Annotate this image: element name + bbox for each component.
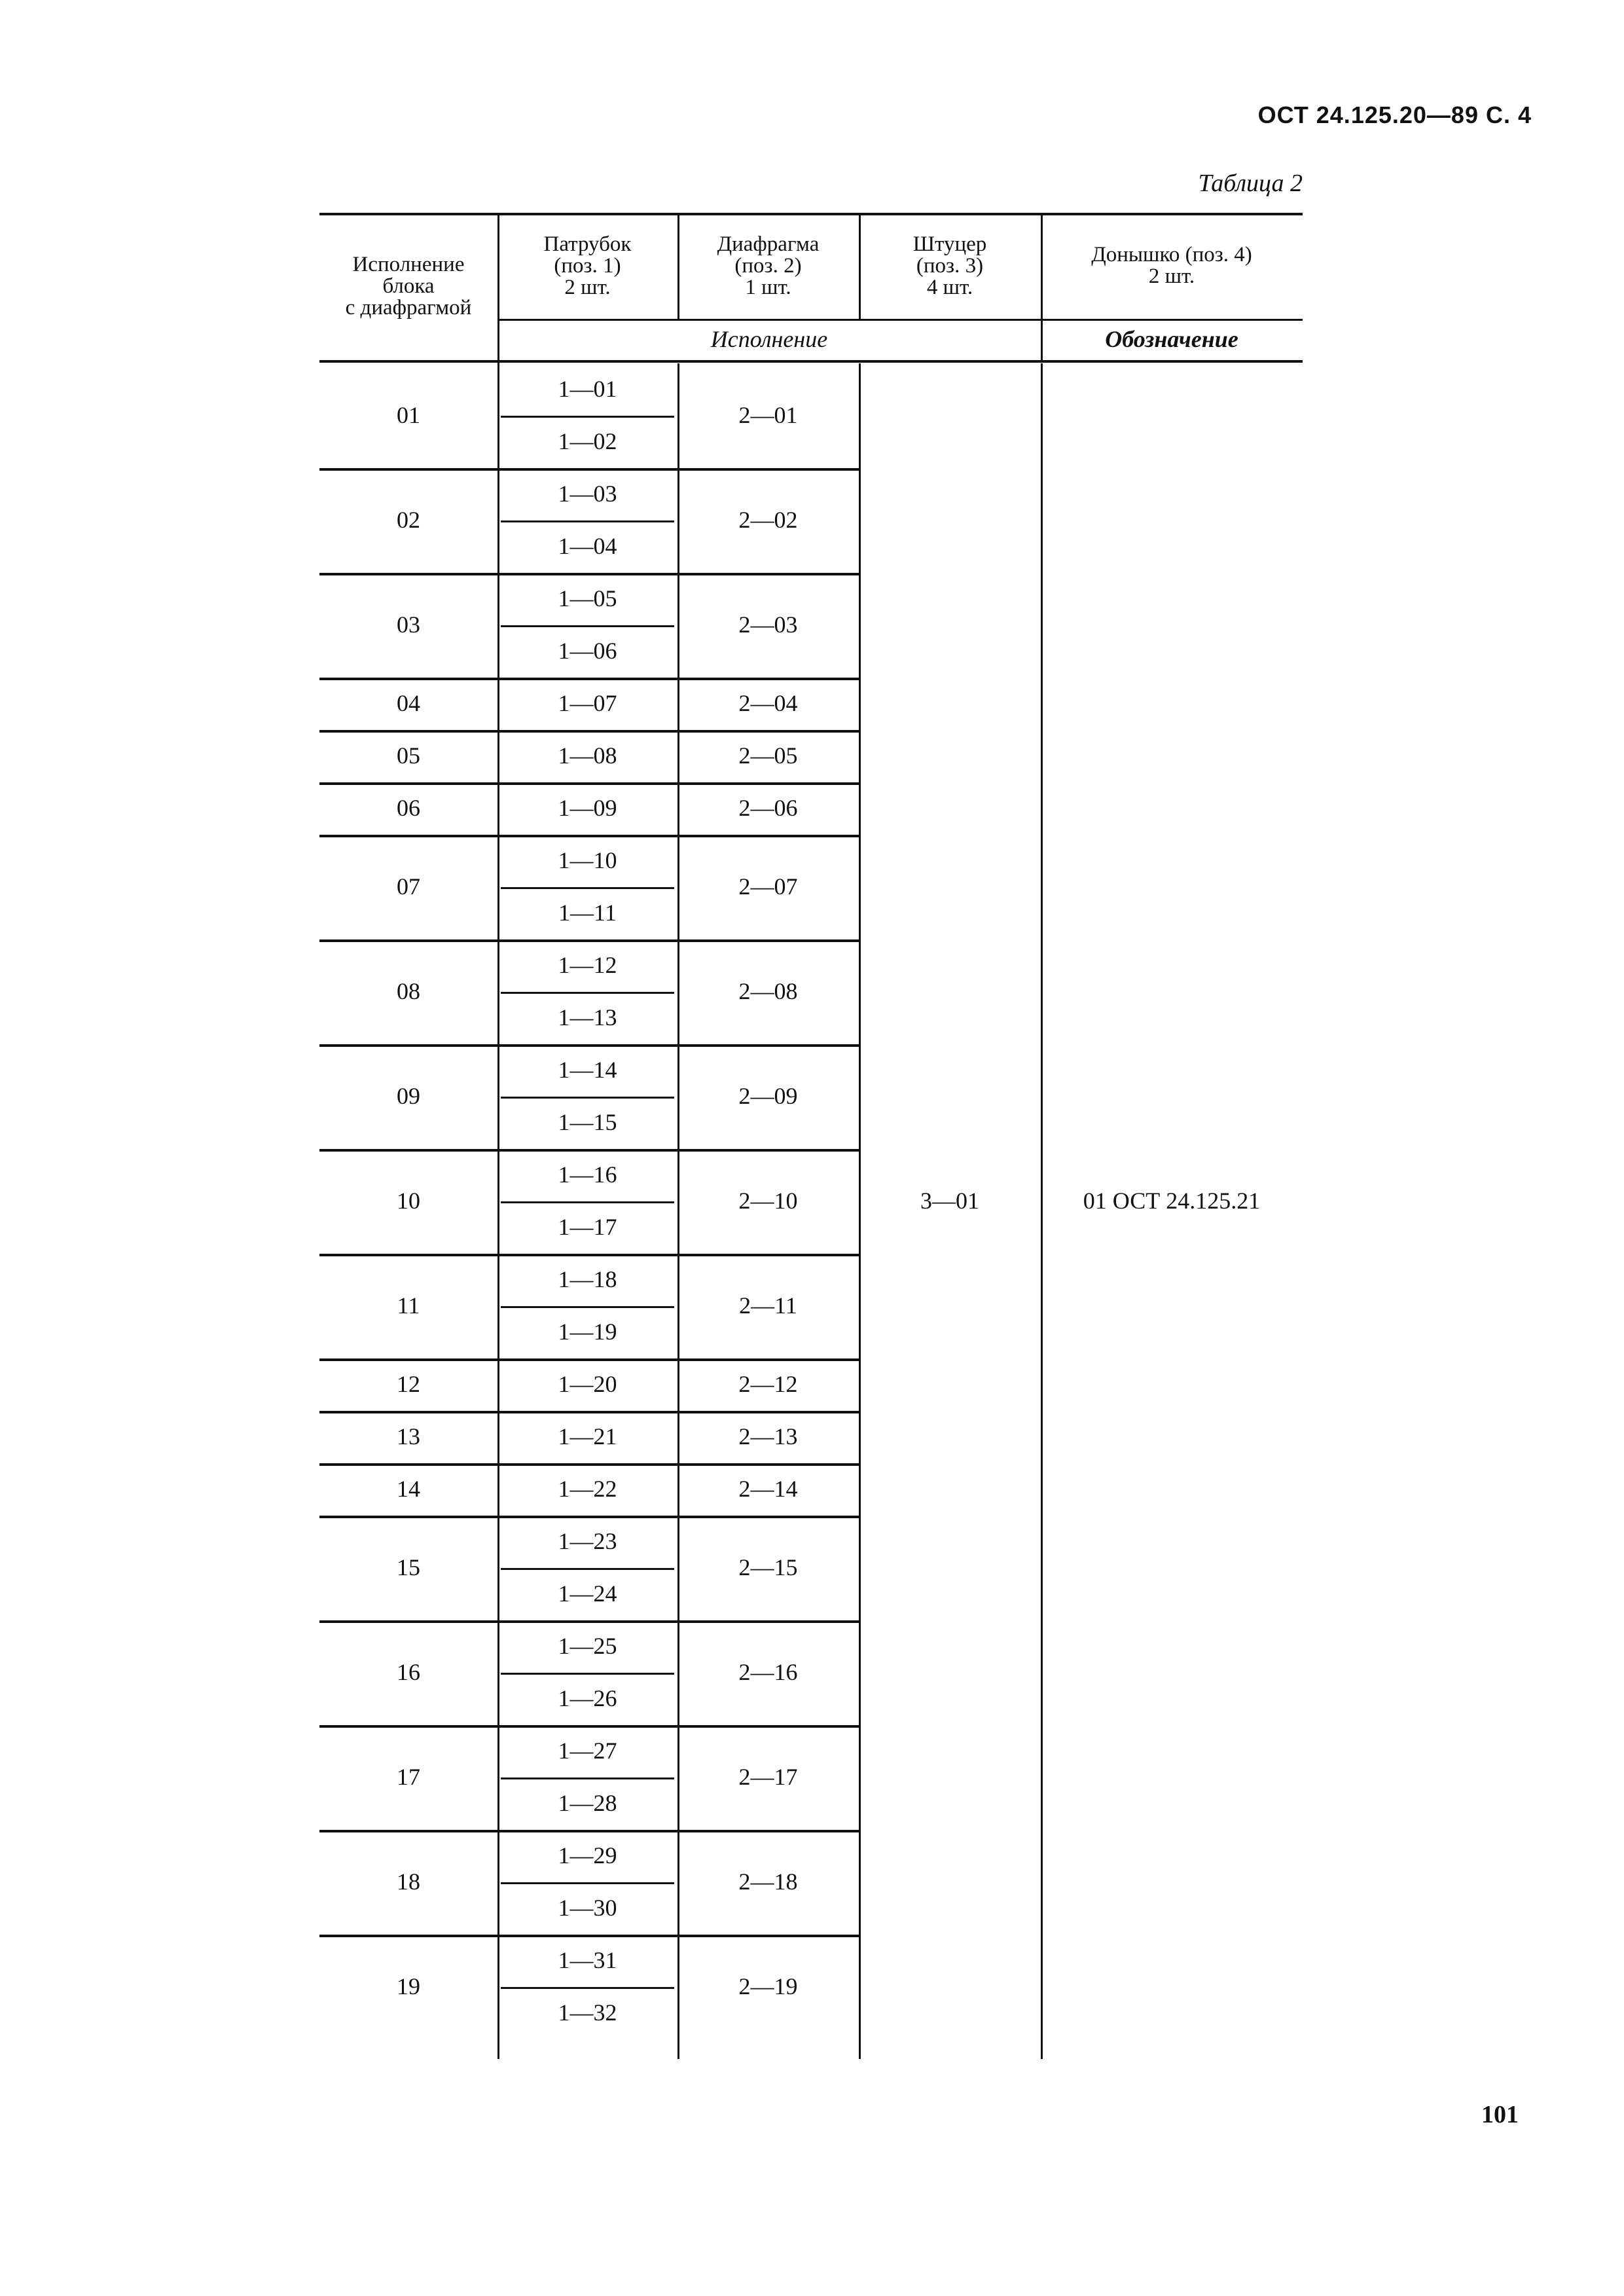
nozzle-cell: 1—18 [558, 1266, 617, 1293]
diaphragm-cell: 2—04 [738, 690, 798, 717]
block-execution-cell: 05 [397, 742, 420, 769]
header-fitting-line: Штуцер [912, 232, 987, 256]
header-bottom [1041, 213, 1303, 319]
nozzle-cell: 1—16 [558, 1161, 617, 1188]
nozzle-cell: 1—22 [558, 1476, 617, 1503]
diaphragm-cell: 2—03 [738, 611, 798, 638]
diaphragm-cell: 2—13 [738, 1423, 798, 1450]
block-execution-cell: 01 [397, 402, 420, 429]
nozzle-cell: 1—02 [558, 428, 617, 455]
diaphragm-cell: 2—02 [738, 507, 798, 534]
nozzle-cell: 1—30 [558, 1895, 617, 1922]
diaphragm-cell: 2—12 [738, 1371, 798, 1398]
nozzle-cell: 1—09 [558, 795, 617, 822]
block-execution-cell: 03 [397, 611, 420, 638]
nozzle-cell: 1—28 [558, 1790, 617, 1817]
nozzle-cell: 1—07 [558, 690, 617, 717]
nozzle-cell: 1—03 [558, 481, 617, 507]
column-rule [1041, 213, 1043, 360]
block-execution-cell: 06 [397, 795, 420, 822]
block-execution-cell: 10 [397, 1188, 420, 1214]
header-fitting-line: 4 шт. [926, 275, 973, 299]
nozzle-cell: 1—15 [558, 1109, 617, 1136]
bottom-designation-cell: 01 ОСТ 24.125.21 [1083, 1188, 1261, 1214]
nozzle-cell: 1—32 [558, 1999, 617, 2026]
header-block-execution [319, 213, 497, 360]
nozzle-cell: 1—27 [558, 1738, 617, 1764]
block-execution-cell: 13 [397, 1423, 420, 1450]
block-execution-cell: 14 [397, 1476, 420, 1503]
nozzle-cell: 1—26 [558, 1685, 617, 1712]
header-diaphragm-line: (поз. 2) [734, 253, 802, 278]
diaphragm-cell: 2—19 [738, 1973, 798, 2000]
header-fitting [859, 213, 1041, 319]
nozzle-cell: 1—01 [558, 376, 617, 403]
header-nozzle [497, 213, 677, 319]
table-caption: Таблица 2 [1198, 170, 1303, 197]
nozzle-cell: 1—13 [558, 1004, 617, 1031]
header-diaphragm-line: Диафрагма [717, 232, 820, 256]
header-diaphragm [677, 213, 859, 319]
diaphragm-cell: 2—10 [738, 1188, 798, 1214]
block-execution-cell: 18 [397, 1868, 420, 1895]
column-rule [677, 363, 679, 2059]
block-execution-cell: 16 [397, 1659, 420, 1686]
diaphragm-cell: 2—16 [738, 1659, 798, 1686]
block-execution-cell: 08 [397, 978, 420, 1005]
header-nozzle-line: 2 шт. [564, 275, 611, 299]
diaphragm-cell: 2—14 [738, 1476, 798, 1503]
nozzle-cell: 1—24 [558, 1580, 617, 1607]
header-bottom-line: Донышко (поз. 4) [1091, 243, 1252, 266]
diaphragm-cell: 2—17 [738, 1764, 798, 1791]
block-execution-cell: 19 [397, 1973, 420, 2000]
diaphragm-cell: 2—09 [738, 1083, 798, 1110]
header-nozzle-line: (поз. 1) [554, 253, 621, 278]
block-execution-cell: 04 [397, 690, 420, 717]
nozzle-cell: 1—11 [558, 900, 617, 926]
nozzle-cell: 1—14 [558, 1057, 617, 1084]
header-designation-label: Обозначение [1105, 325, 1238, 352]
block-execution-cell: 12 [397, 1371, 420, 1398]
block-execution-cell: 15 [397, 1554, 420, 1581]
block-execution-cell: 09 [397, 1083, 420, 1110]
diaphragm-cell: 2—01 [738, 402, 798, 429]
diaphragm-cell: 2—06 [738, 795, 798, 822]
block-execution-cell: 07 [397, 873, 420, 900]
nozzle-cell: 1—23 [558, 1528, 617, 1555]
header-block-execution-line: Исполнение [352, 253, 465, 276]
nozzle-cell: 1—10 [558, 847, 617, 874]
header-execution-label: Исполнение [710, 325, 828, 352]
nozzle-cell: 1—19 [558, 1319, 617, 1345]
document-header: ОСТ 24.125.20—89 С. 4 [1257, 101, 1532, 128]
column-rule [1041, 363, 1043, 2059]
nozzle-cell: 1—04 [558, 533, 617, 560]
header-fitting-line: (поз. 3) [916, 253, 984, 278]
fitting-cell: 3—01 [920, 1188, 979, 1214]
nozzle-cell: 1—17 [558, 1214, 617, 1241]
nozzle-cell: 1—21 [558, 1423, 617, 1450]
diaphragm-cell: 2—11 [739, 1292, 797, 1319]
block-execution-cell: 11 [397, 1292, 420, 1319]
diaphragm-cell: 2—18 [738, 1868, 798, 1895]
nozzle-cell: 1—25 [558, 1633, 617, 1660]
column-rule [677, 213, 679, 319]
page-number: 101 [1481, 2101, 1519, 2128]
nozzle-cell: 1—31 [558, 1947, 617, 1974]
diaphragm-cell: 2—05 [738, 742, 798, 769]
nozzle-cell: 1—12 [558, 952, 617, 979]
diaphragm-cell: 2—08 [738, 978, 798, 1005]
block-execution-cell: 02 [397, 507, 420, 534]
nozzle-cell: 1—20 [558, 1371, 617, 1398]
diaphragm-cell: 2—07 [738, 873, 798, 900]
header-block-execution-line: с диафрагмой [345, 296, 472, 319]
header-bottom-line: 2 шт. [1148, 264, 1195, 288]
column-rule [497, 213, 499, 2059]
diaphragm-cell: 2—15 [738, 1554, 798, 1581]
header-nozzle-line: Патрубок [543, 232, 632, 256]
column-rule [859, 363, 861, 2059]
nozzle-cell: 1—08 [558, 742, 617, 769]
nozzle-cell: 1—29 [558, 1842, 617, 1869]
nozzle-cell: 1—05 [558, 585, 617, 612]
column-rule [859, 213, 861, 319]
header-diaphragm-line: 1 шт. [745, 275, 791, 299]
header-block-execution-line: блока [382, 274, 435, 298]
header-bottom-rule [319, 360, 1303, 363]
block-execution-cell: 17 [397, 1764, 420, 1791]
nozzle-cell: 1—06 [558, 638, 617, 665]
